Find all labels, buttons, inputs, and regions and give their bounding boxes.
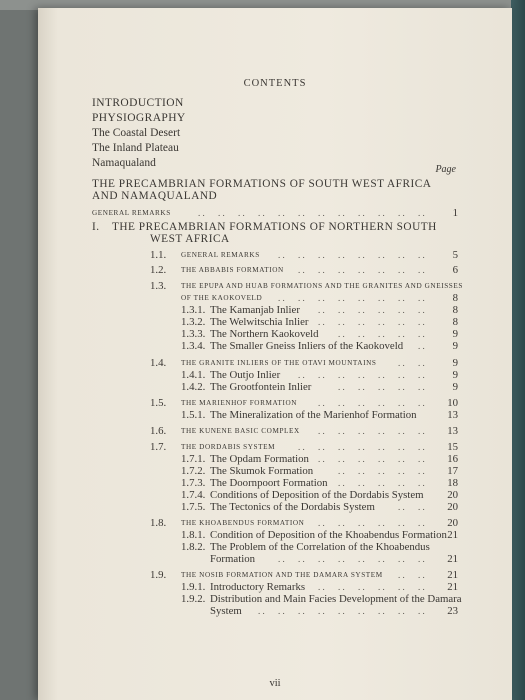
- toc-entry-page: 9: [452, 357, 458, 369]
- page-number-folio: vii: [269, 678, 281, 689]
- toc-entry-number: 1.4.1.: [181, 369, 206, 381]
- toc-entry-page: 17: [447, 465, 458, 477]
- toc-entry-title: GENERAL REMARKS: [181, 251, 260, 259]
- toc-entry-page: 21: [447, 581, 458, 593]
- toc-entry-title: THE KUNENE BASIC COMPLEX: [181, 427, 300, 435]
- intro-item: PHYSIOGRAPHY: [92, 112, 186, 124]
- toc-entry-number: 1.7.2.: [181, 465, 206, 477]
- toc-entry-number: 1.1.: [150, 249, 167, 261]
- toc-entry-page: 8: [452, 292, 458, 304]
- toc-entry-number: 1.3.: [150, 280, 167, 292]
- toc-entry-number: 1.4.2.: [181, 381, 206, 393]
- toc-entry-page: 9: [452, 369, 458, 381]
- toc-entry-title: The Tectonics of the Dordabis System: [210, 501, 375, 513]
- toc-entry-title: THE EPUPA AND HUAB FORMATIONS AND THE GRANITES AND GNEISSES: [181, 282, 463, 290]
- toc-entry-page: 6: [452, 264, 458, 276]
- toc-entry-number: 1.7.3.: [181, 477, 206, 489]
- toc-entry-page: 9: [452, 381, 458, 393]
- toc-entry-title: The Doornpoort Formation: [210, 477, 328, 489]
- toc-entry-title: THE MARIENHOF FORMATION: [181, 399, 298, 407]
- toc-entry-number: 1.7.4.: [181, 489, 206, 501]
- toc-entry-page: 21: [447, 553, 458, 565]
- toc-entry-page: 8: [452, 316, 458, 328]
- intro-item: INTRODUCTION: [92, 97, 184, 109]
- toc-entry-title: The Smaller Gneiss Inliers of the Kaokoveld: [210, 340, 404, 352]
- toc-entry-title: Condition of Deposition of the Khoabendus Formation: [210, 529, 447, 541]
- toc-entry-number: 1.5.: [150, 397, 167, 409]
- toc-entry-title: THE PRECAMBRIAN FORMATIONS OF SOUTH WEST AFRICA: [92, 178, 432, 190]
- toc-entry-page: 20: [447, 517, 458, 529]
- toc-entry-page: 1: [452, 207, 458, 219]
- toc-entry-page: 21: [447, 529, 458, 541]
- toc-entry-page: 13: [447, 425, 458, 437]
- toc-entry-page: 5: [452, 249, 458, 261]
- toc-entry-number: 1.7.1.: [181, 453, 206, 465]
- toc-entry-page: 9: [452, 328, 458, 340]
- toc-entry-title: THE ABBABIS FORMATION: [181, 266, 284, 274]
- toc-entry-number: 1.4.: [150, 357, 167, 369]
- toc-entry-number: 1.8.1.: [181, 529, 206, 541]
- toc-entry-number: 1.7.5.: [181, 501, 206, 513]
- book-page: CONTENTS INTRODUCTION PHYSIOGRAPHY The Coastal Desert The Inland Plateau Namaqualand Page THE PRECAMBRIAN FORMATIONS OF SOUTH WEST AFRICA AND NAMAQUALAND GENERAL REMARKS 1 I. THE PRECAMBRIAN FORMATIONS OF NORTHERN SOUTH WEST AFRICA 1.1. GENERAL REMARKS 5 1.2. THE ABBABIS FORMATION 6 1.3. THE EPUPA AND HUAB FORMATIONS AND THE GRANITES AND GNEISSES OF THE KAOKOVELD 8 1.3.1. The Kamanjab Inlier 8 1.3.2. The Welwitschia Inlier 8 1.3.3. The Northern Kaokoveld 9 1.3.4. The Smaller Gneiss Inliers of the Kaokoveld 9 1.4. THE GRANITE INLIERS OF THE OTAVI MOUNTAINS 9 1.4.1. The Outjo Inlier 9 1.4.2. The Grootfontein Inlier 9 1.5. THE MARIENHOF FORMATION 10 1.5.1. The Mineralization of the Marienhof Formation 13 1.6. THE KUNENE BASIC COMPLEX 13 1.7. THE DORDABIS SYSTEM 15 1.7.1. The Opdam Formation 16 1.7.2. The Skumok Formation 17 1.7.3. The Doornpoort Formation 18 1.7.4. Conditions of Deposition of the Dordabis System 20 1.7.5. The Tectonics of the Dordabis System 20 1.8. THE KHOABENDUS FORMATION 20 1.8.1. Condition of Deposition of the Khoabendus Formation 21 1.8.2. The Problem of the Correlation of the Khoabendus Formation 21 1.9. THE NOSIB FORMATION AND THE DAMARA SYSTEM 21 1.9.1. Introductory Remarks 21 1.9.2. Distribution and Main Facies Development of the Damara System 23 . . . . . . . . . . . . . . . . . . . . . . . . . . . . . . . . . . . . . . . . . . . . . . . . . . . . . . . . . . . . . . . . . . . . . . . . . . . . . . . . . . . . . . . . . . . . . . . . . . . . . . . . . . . . . . . . . . . . . . . . . . . . . . . . . . . . . . . . . . . . . . . . . . . . . . . . . . . . . . . . . . . . . . . . . . . . . . . . . . . . . . . . . . . . . . . . . . . . . . . . . . . . . . . . . . . . . . . . . . . . . . . . . . . . . . . . . . . . . . . . . . . . . . . . . . . . . . . . . . . . . . . . . . . . . . vii: [38, 8, 512, 700]
- toc-entry-number: 1.8.: [150, 517, 167, 529]
- toc-entry-page: 18: [447, 477, 458, 489]
- toc-entry-page: 16: [447, 453, 458, 465]
- toc-entry-title: The Outjo Inlier: [210, 369, 281, 381]
- toc-entry-title: GENERAL REMARKS: [92, 209, 171, 217]
- toc-entry-title: Conditions of Deposition of the Dordabis System: [210, 489, 424, 501]
- intro-item: The Coastal Desert: [92, 127, 181, 139]
- toc-entry-number: 1.9.2.: [181, 593, 206, 605]
- toc-entry-title: The Welwitschia Inlier: [210, 316, 309, 328]
- intro-section-list: [92, 96, 186, 171]
- book-spine-edge: [511, 0, 525, 700]
- toc-entry-number: 1.6.: [150, 425, 167, 437]
- toc-entry-number: 1.9.: [150, 569, 167, 581]
- toc-entry-title: The Grootfontein Inlier: [210, 381, 312, 393]
- toc-entry-title: Introductory Remarks: [210, 581, 306, 593]
- toc-entry-title: The Northern Kaokoveld: [210, 328, 319, 340]
- toc-entry-page: 15: [447, 441, 458, 453]
- toc-entry-title: OF THE KAOKOVELD: [181, 294, 263, 302]
- toc-entry-title: THE PRECAMBRIAN FORMATIONS OF NORTHERN SOUTH: [112, 221, 437, 233]
- toc-entry-page: 8: [452, 304, 458, 316]
- toc-entry-number: 1.5.1.: [181, 409, 206, 421]
- toc-entry-title: Formation: [210, 553, 255, 565]
- contents-heading: CONTENTS: [243, 78, 307, 89]
- toc-entry-number: 1.3.3.: [181, 328, 206, 340]
- toc-entry-title: The Problem of the Correlation of the Khoabendus: [210, 541, 430, 553]
- toc-entry-title: The Opdam Formation: [210, 453, 309, 465]
- toc-entry-title: AND NAMAQUALAND: [92, 190, 218, 202]
- toc-entry-number: 1.3.1.: [181, 304, 206, 316]
- toc-entry-page: 20: [447, 489, 458, 501]
- toc-entry-title: THE DORDABIS SYSTEM: [181, 443, 276, 451]
- toc-entry-page: 23: [447, 605, 458, 617]
- toc-entry-title: Distribution and Main Facies Development of the Damara: [210, 593, 462, 605]
- toc-entry-page: 13: [447, 409, 458, 421]
- toc-entry-title: The Kamanjab Inlier: [210, 304, 300, 316]
- toc-entry-title: System: [210, 605, 242, 617]
- toc-entry-number: 1.3.4.: [181, 340, 206, 352]
- toc-entry-number: 1.7.: [150, 441, 167, 453]
- toc-entry-title: THE NOSIB FORMATION AND THE DAMARA SYSTEM: [181, 571, 383, 579]
- intro-item: Namaqualand: [92, 157, 156, 169]
- toc-entry-number: I.: [92, 221, 100, 233]
- toc-entry-title: WEST AFRICA: [150, 233, 230, 245]
- toc-entry-number: 1.3.2.: [181, 316, 206, 328]
- toc-entry-page: 20: [447, 501, 458, 513]
- toc-entry-title: THE KHOABENDUS FORMATION: [181, 519, 305, 527]
- intro-item: The Inland Plateau: [92, 142, 179, 154]
- toc-entry-title: THE GRANITE INLIERS OF THE OTAVI MOUNTAINS: [181, 359, 377, 367]
- toc-entry-page: 21: [447, 569, 458, 581]
- toc-entry-number: 1.2.: [150, 264, 167, 276]
- toc-entry-page: 10: [447, 397, 458, 409]
- toc-entry-title: The Skumok Formation: [210, 465, 314, 477]
- toc-entry-title: The Mineralization of the Marienhof Formation: [210, 409, 417, 421]
- page-column-label: Page: [435, 164, 456, 175]
- toc-entry-number: 1.9.1.: [181, 581, 206, 593]
- toc-entry-number: 1.8.2.: [181, 541, 206, 553]
- toc-entry-page: 9: [452, 340, 458, 352]
